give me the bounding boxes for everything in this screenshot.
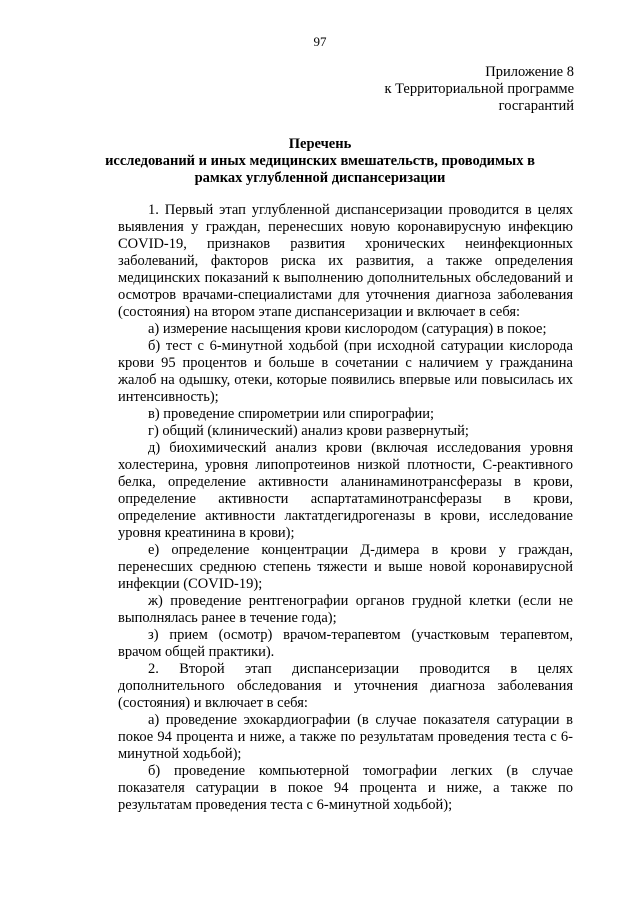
title-line: рамках углубленной диспансеризации [194,170,446,186]
document-body [118,202,573,814]
paragraph: ж) проведение рентгенографии органов грудной клетки (если не выполнялась ранее в течение года); [118,593,573,626]
page-number: 97 [313,34,327,49]
paragraph: 2. Второй этап диспансеризации проводится в целях дополнительного обследования и уточнения диагноза заболевания (состояния) и включает в себя: [118,661,573,711]
paragraph: в) проведение спирометрии или спирографии; [148,406,435,422]
appendix-line: к Территориальной программе [384,81,574,97]
title-line: Перечень [288,136,352,152]
title-line: исследований и иных медицинских вмешательств, проводимых в [105,153,535,169]
paragraph: з) прием (осмотр) врачом-терапевтом (участковым терапевтом, врачом общей практики). [118,627,573,660]
document-title [96,136,544,187]
paragraph: д) биохимический анализ крови (включая исследования уровня холестерина, уровня липопротеинов низкой плотности, С-реактивного белка, определение активности аланинаминотрансферазы в крови, определение активности аспартатаминотрансферазы в крови, определение активности лактатдегидрогеназы в крови, исследование уровня креатинина в крови); [118,440,573,541]
paragraph: б) тест с 6-минутной ходьбой (при исходной сатурации кислорода крови 95 процентов и больше в сочетании с наличием у гражданина жалоб на одышку, отеки, которые появились впервые или повысилась их интенсивность); [118,338,573,405]
paragraph: а) измерение насыщения крови кислородом (сатурация) в покое; [148,321,547,337]
appendix-header [384,64,574,115]
paragraph: г) общий (клинический) анализ крови развернутый; [148,423,469,439]
appendix-line: Приложение 8 [485,64,574,80]
paragraph: а) проведение эхокардиографии (в случае показателя сатурации в покое 94 процента и ниже, а также по результатам проведения теста с 6-минутной ходьбой); [118,712,573,762]
paragraph: б) проведение компьютерной томографии легких (в случае показателя сатурации в покое 94 процента и ниже, а также по результатам проведения теста с 6-минутной ходьбой); [118,763,573,813]
paragraph: 1. Первый этап углубленной диспансеризации проводится в целях выявления у граждан, перенесших новую коронавирусную инфекцию COVID-19, признаков развития хронических неинфекционных заболеваний, факторов риска их развития, а также определения медицинских показаний к выполнению дополнительных обследований и осмотров врачами-специалистами для уточнения диагноза заболевания (состояния) на втором этапе диспансеризации и включает в себя: [118,202,573,320]
paragraph: е) определение концентрации Д-димера в крови у граждан, перенесших среднюю степень тяжести и выше новой коронавирусной инфекции (COVID-19); [118,542,573,592]
appendix-line: госгарантий [498,98,574,114]
